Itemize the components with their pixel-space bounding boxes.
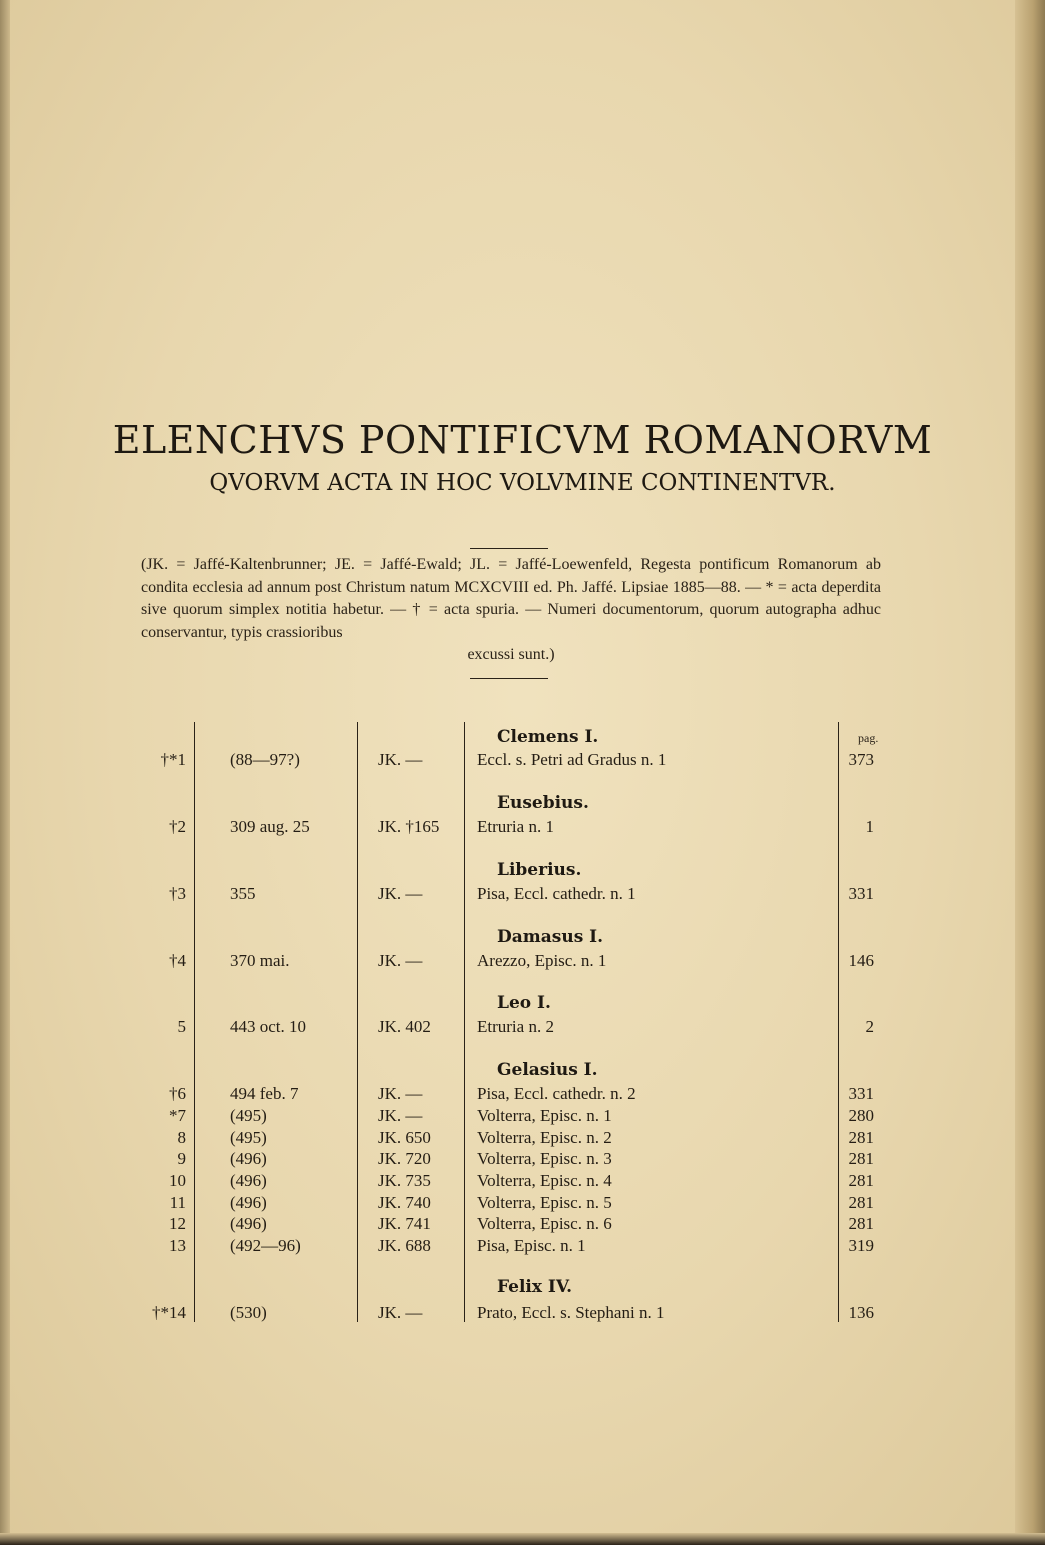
doc-number: *7 bbox=[169, 1106, 186, 1125]
doc-number: †*1 bbox=[160, 750, 186, 769]
doc-regest: JK. 402 bbox=[378, 1017, 431, 1036]
doc-page: 146 bbox=[848, 951, 874, 970]
doc-regest: JK. 735 bbox=[378, 1171, 431, 1190]
doc-archive: Eccl. s. Petri ad Gradus n. 1 bbox=[477, 750, 667, 769]
doc-date: 443 oct. 10 bbox=[230, 1017, 307, 1036]
doc-date: (496) bbox=[230, 1214, 267, 1233]
doc-number: 12 bbox=[169, 1214, 186, 1233]
doc-archive: Volterra, Episc. n. 6 bbox=[477, 1214, 612, 1233]
pope-heading: Damasus I. bbox=[497, 927, 604, 947]
page-edge-right bbox=[1015, 0, 1045, 1545]
intro-text: (JK. = Jaffé-Kaltenbrunner; JE. = Jaffé-Ewald; JL. = Jaffé-Loewenfeld, Regesta pontificum Romanorum ab condita ecclesia ad annum post Christum natum MCXCVIII ed. Ph. Jaffé. Lipsiae 1885—88. — * = acta deperdita sive quorum simplex notitia habetur. — † = acta spuria. — Numeri documentorum, quorum autographa adhuc conservantur, typis crassioribus bbox=[141, 556, 881, 641]
doc-page: 281 bbox=[848, 1128, 874, 1147]
pope-heading: Eusebius. bbox=[497, 793, 589, 813]
doc-archive: Etruria n. 2 bbox=[477, 1017, 554, 1036]
pope-heading: Leo I. bbox=[497, 993, 551, 1013]
doc-regest: JK. — bbox=[378, 1303, 423, 1322]
page-edge-bottom bbox=[0, 1533, 1045, 1545]
doc-archive: Volterra, Episc. n. 3 bbox=[477, 1149, 612, 1168]
doc-regest: JK. 741 bbox=[378, 1214, 431, 1233]
doc-date: (496) bbox=[230, 1149, 267, 1168]
doc-number: †6 bbox=[169, 1084, 186, 1103]
doc-archive: Pisa, Episc. n. 1 bbox=[477, 1236, 586, 1255]
doc-regest: JK. — bbox=[378, 1084, 423, 1103]
doc-date: (495) bbox=[230, 1106, 267, 1125]
doc-date: (88—97?) bbox=[230, 750, 300, 769]
doc-regest: JK. — bbox=[378, 884, 423, 903]
doc-page: 136 bbox=[848, 1303, 874, 1322]
doc-number: †3 bbox=[169, 884, 186, 903]
doc-page: 281 bbox=[848, 1193, 874, 1212]
doc-page: 2 bbox=[865, 1017, 874, 1036]
intro-paragraph bbox=[141, 554, 881, 667]
doc-number: †4 bbox=[169, 951, 186, 970]
doc-archive: Volterra, Episc. n. 5 bbox=[477, 1193, 612, 1212]
doc-number: †2 bbox=[169, 817, 186, 836]
doc-archive: Volterra, Episc. n. 2 bbox=[477, 1128, 612, 1147]
column-rule-3 bbox=[464, 722, 465, 1322]
doc-page: 281 bbox=[848, 1214, 874, 1233]
doc-archive: Arezzo, Episc. n. 1 bbox=[477, 951, 607, 970]
doc-page: 373 bbox=[848, 750, 874, 769]
doc-number: 8 bbox=[177, 1128, 186, 1147]
page-column-header: pag. bbox=[858, 731, 879, 745]
doc-regest: JK. — bbox=[378, 1106, 423, 1125]
doc-archive: Volterra, Episc. n. 1 bbox=[477, 1106, 612, 1125]
doc-page: 319 bbox=[848, 1236, 874, 1255]
doc-number: 10 bbox=[169, 1171, 186, 1190]
doc-page: 280 bbox=[848, 1106, 874, 1125]
intro-last-line: excussi sunt.) bbox=[467, 646, 555, 663]
doc-number: 11 bbox=[169, 1193, 186, 1212]
doc-archive: Volterra, Episc. n. 4 bbox=[477, 1171, 612, 1190]
doc-number: †*14 bbox=[152, 1303, 186, 1322]
doc-page: 331 bbox=[848, 1084, 874, 1103]
doc-regest: JK. 650 bbox=[378, 1128, 431, 1147]
column-rule-1 bbox=[194, 722, 195, 1322]
doc-archive: Pisa, Eccl. cathedr. n. 1 bbox=[477, 884, 636, 903]
pope-heading: Felix IV. bbox=[497, 1277, 573, 1297]
doc-date: (492—96) bbox=[230, 1236, 301, 1255]
doc-number: 9 bbox=[177, 1149, 186, 1168]
doc-regest: JK. †165 bbox=[378, 817, 440, 836]
page-title: ELENCHVS PONTIFICVM ROMANORVM bbox=[112, 418, 933, 462]
column-rule-2 bbox=[357, 722, 358, 1322]
column-rule-4 bbox=[838, 722, 839, 1322]
doc-regest: JK. 688 bbox=[378, 1236, 431, 1255]
doc-page: 1 bbox=[865, 817, 874, 836]
doc-date: 370 mai. bbox=[230, 951, 290, 970]
doc-regest: JK. — bbox=[378, 951, 423, 970]
doc-regest: JK. 740 bbox=[378, 1193, 431, 1212]
doc-date: 355 bbox=[230, 884, 256, 903]
doc-date: 494 feb. 7 bbox=[230, 1084, 299, 1103]
doc-date: (496) bbox=[230, 1193, 267, 1212]
doc-page: 281 bbox=[848, 1149, 874, 1168]
doc-date: (530) bbox=[230, 1303, 267, 1322]
doc-page: 281 bbox=[848, 1171, 874, 1190]
divider-top bbox=[470, 548, 548, 549]
doc-date: (496) bbox=[230, 1171, 267, 1190]
page-subtitle: QVORVM ACTA IN HOC VOLVMINE CONTINENTVR. bbox=[209, 470, 836, 496]
doc-archive: Etruria n. 1 bbox=[477, 817, 554, 836]
doc-archive: Pisa, Eccl. cathedr. n. 2 bbox=[477, 1084, 636, 1103]
doc-date: (495) bbox=[230, 1128, 267, 1147]
pope-heading: Liberius. bbox=[497, 860, 582, 880]
doc-archive: Prato, Eccl. s. Stephani n. 1 bbox=[477, 1303, 665, 1322]
doc-number: 13 bbox=[169, 1236, 186, 1255]
page-edge-left bbox=[0, 0, 10, 1545]
doc-number: 5 bbox=[177, 1017, 186, 1036]
doc-regest: JK. — bbox=[378, 750, 423, 769]
doc-date: 309 aug. 25 bbox=[230, 817, 310, 836]
pope-heading: Gelasius I. bbox=[497, 1060, 598, 1080]
divider-bottom bbox=[470, 678, 548, 679]
pope-heading: Clemens I. bbox=[497, 727, 599, 747]
doc-regest: JK. 720 bbox=[378, 1149, 431, 1168]
doc-page: 331 bbox=[848, 884, 874, 903]
